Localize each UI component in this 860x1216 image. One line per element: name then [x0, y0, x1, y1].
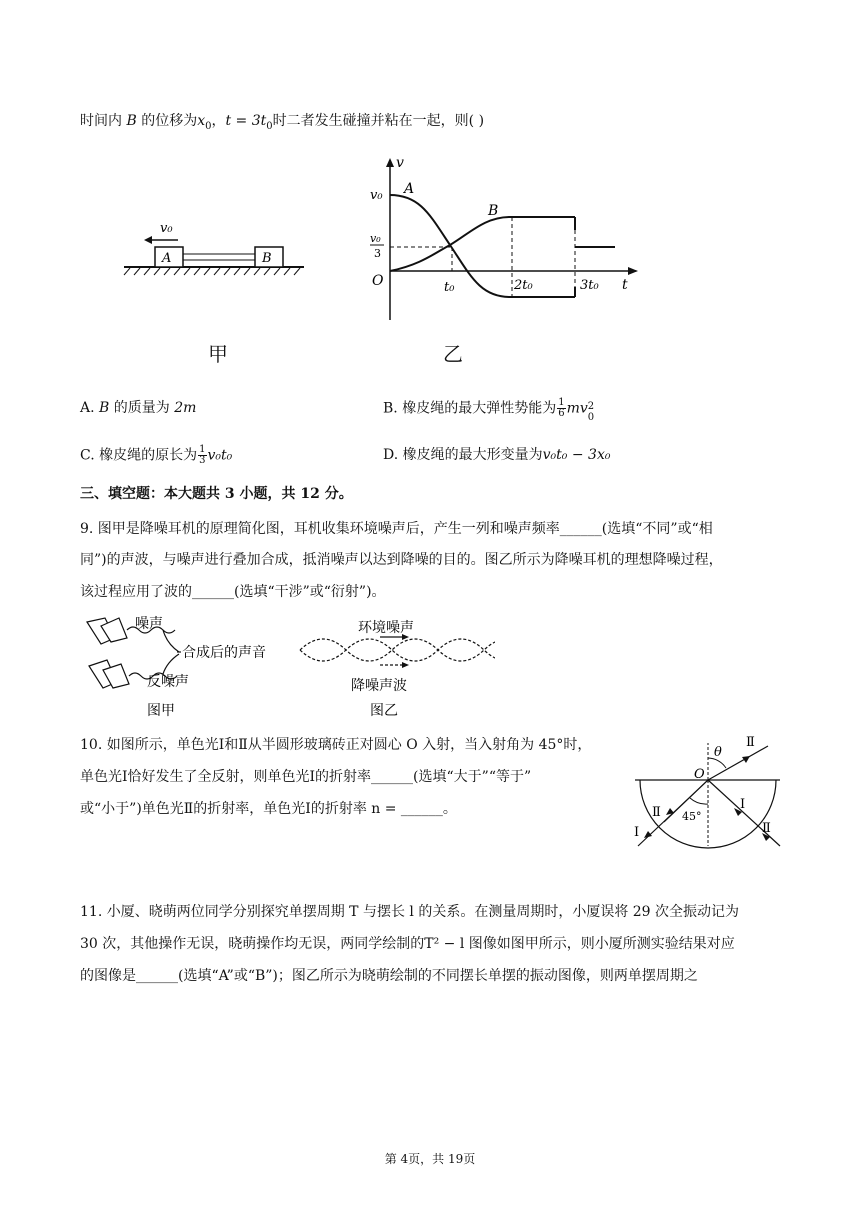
label-combined: 合成后的声音 — [182, 645, 266, 661]
option-d: D. 橡皮绳的最大形变量为v₀t₀ − 3x₀ — [383, 447, 611, 463]
figure-jia-blocks — [120, 215, 310, 290]
q10-line-3: 或“小于”)单色光Ⅱ的折射率，单色光Ⅰ的折射率 n = ______。 — [80, 801, 457, 817]
ray-2-in-label: Ⅱ — [652, 805, 661, 820]
v0-3-num: v₀ — [370, 232, 381, 245]
v0-tick: v₀ — [370, 188, 383, 203]
axis-t-label: t — [622, 277, 628, 293]
q11-line-3: 的图像是______(选填“A”或“B”)；图乙所示为晓萌绘制的不同摆长单摆的振动图像，则两单摆周期之 — [80, 968, 698, 984]
q9-line-1: 9. 图甲是降噪耳机的原理简化图，耳机收集环境噪声后，产生一列和噪声频率______(选填“不同”或“相 — [80, 521, 713, 537]
center-o-label: O — [694, 767, 705, 782]
block-b-label: B — [262, 251, 272, 266]
origin-label: O — [372, 273, 384, 289]
q9-line-3: 该过程应用了波的______(选填“干涉”或“衍射”)。 — [80, 584, 386, 600]
curve-b — [390, 217, 575, 271]
q10-semicircle-figure — [630, 728, 790, 858]
option-c: C. 橡皮绳的原长为 $\frac{1}{3}$ v₀t₀ — [80, 444, 233, 466]
label-reduce-wave: 降噪声波 — [351, 678, 407, 694]
q11-line-2: 30 次，其他操作无误，晓萌操作均无误，两同学绘制的T² − l 图像如图甲所示，则小厦所测实验结果对应 — [80, 936, 735, 952]
ray-1-out-label: Ⅰ — [740, 797, 746, 812]
caption-fig-jia: 图甲 — [147, 703, 175, 719]
tick-3t0: 3t₀ — [580, 278, 599, 293]
curve-a-label: A — [404, 181, 415, 197]
q8-stem-tail: 时间内 B 的位移为$x_0$，$t = 3t_0$时二者发生碰撞并粘在一起，则( ) — [80, 113, 485, 132]
block-a-label: A — [162, 251, 172, 266]
ray-2-top-label: Ⅱ — [746, 735, 755, 750]
tick-t0: t₀ — [444, 280, 455, 295]
figure-yi-vt-graph — [360, 155, 650, 325]
ray-2-out-label: Ⅱ — [762, 821, 771, 836]
curve-a — [390, 195, 575, 297]
label-env-noise: 环境噪声 — [358, 620, 414, 636]
curve-b-label: B — [488, 203, 499, 219]
axis-v-label: v — [396, 155, 404, 171]
q10-line-2: 单色光Ⅰ恰好发生了全反射，则单色光Ⅰ的折射率______(选填“大于”“等于” — [80, 769, 532, 785]
section-3-title: 三、填空题：本大题共 3 小题，共 12 分。 — [80, 486, 353, 502]
label-anti-noise: 反噪声 — [147, 674, 189, 690]
ray-1-in-label: Ⅰ — [634, 825, 640, 840]
v0-3-den: 3 — [374, 247, 381, 260]
tick-2t0: 2t₀ — [514, 278, 533, 293]
q11-line-1: 11. 小厦、晓萌两位同学分别探究单摆周期 T 与摆长 l 的关系。在测量周期时，小厦误将 29 次全振动记为 — [80, 904, 740, 920]
q9-line-2: 同”)的声波，与噪声进行叠加合成，抵消噪声以达到降噪的目的。图乙所示为降噪耳机的理想降噪过程， — [80, 552, 723, 568]
caption-fig-yi: 图乙 — [370, 703, 398, 719]
option-b: B. 橡皮绳的最大弹性势能为 $\frac{1}{6}$ mv 2 0 — [383, 397, 595, 423]
velocity-label: v₀ — [160, 221, 173, 236]
figure-jia-caption: 甲 — [208, 342, 228, 366]
theta-label: θ — [714, 745, 722, 760]
option-a: A. B 的质量为 2m — [80, 400, 197, 416]
q10-line-1: 10. 如图所示，单色光Ⅰ和Ⅱ从半圆形玻璃砖正对圆心 O 入射，当入射角为 45°时， — [80, 737, 592, 753]
angle-45-label: 45° — [682, 810, 702, 823]
label-noise: 噪声 — [135, 616, 163, 632]
page-footer: 第 4页，共 19页 — [384, 1152, 476, 1166]
figure-yi-caption: 乙 — [443, 342, 463, 366]
q9-figure — [75, 612, 495, 722]
